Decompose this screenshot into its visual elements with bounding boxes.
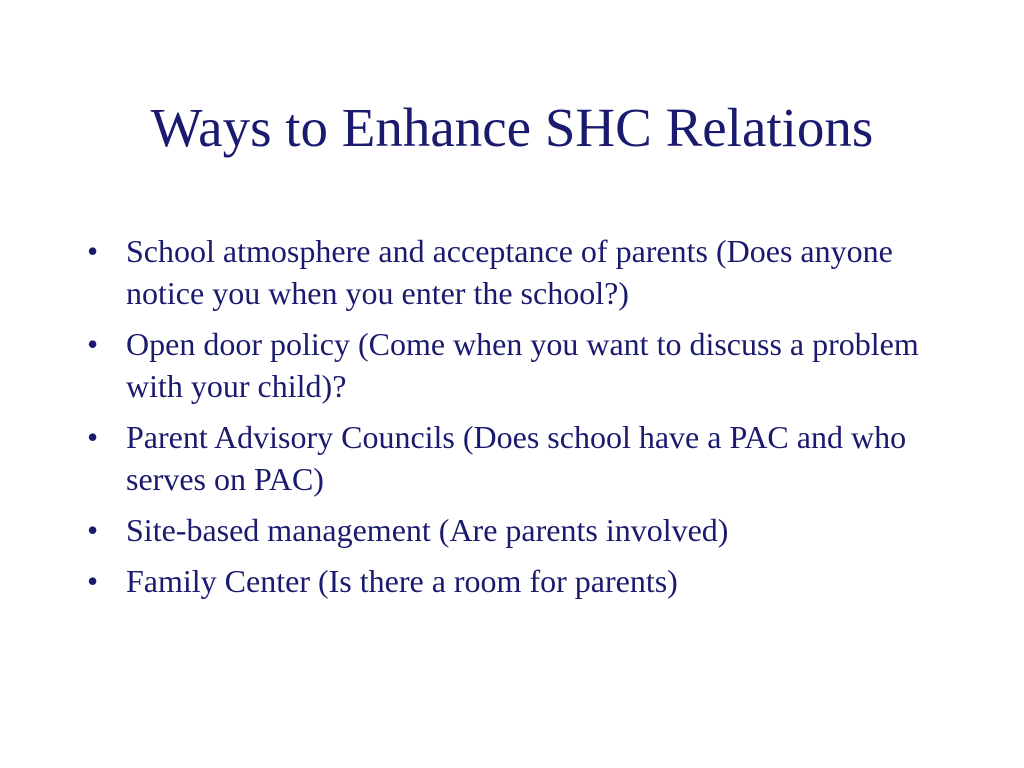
bullet-text-2: Open door policy (Come when you want to discuss a problem with your child)? [126, 326, 919, 404]
bullet-item-4 [85, 509, 955, 551]
bullet-item-2 [85, 323, 955, 407]
bullet-glyph: • [87, 419, 99, 455]
bullet-glyph: • [87, 233, 99, 269]
bullet-text-4: Site-based management (Are parents involved) [126, 512, 729, 548]
bullet-text-5: Family Center (Is there a room for parents) [126, 563, 678, 599]
bullet-item-1 [85, 230, 955, 314]
bullet-text-1: School atmosphere and acceptance of parents (Does anyone notice you when you enter the school?) [126, 233, 893, 311]
bullet-list [85, 230, 955, 611]
bullet-glyph: • [87, 326, 99, 362]
bullet-item-3 [85, 416, 955, 500]
bullet-text-3: Parent Advisory Councils (Does school have a PAC and who serves on PAC) [126, 419, 907, 497]
bullet-item-5 [85, 560, 955, 602]
bullet-glyph: • [87, 512, 99, 548]
bullet-glyph: • [87, 563, 99, 599]
slide-title: Ways to Enhance SHC Relations [150, 97, 874, 158]
